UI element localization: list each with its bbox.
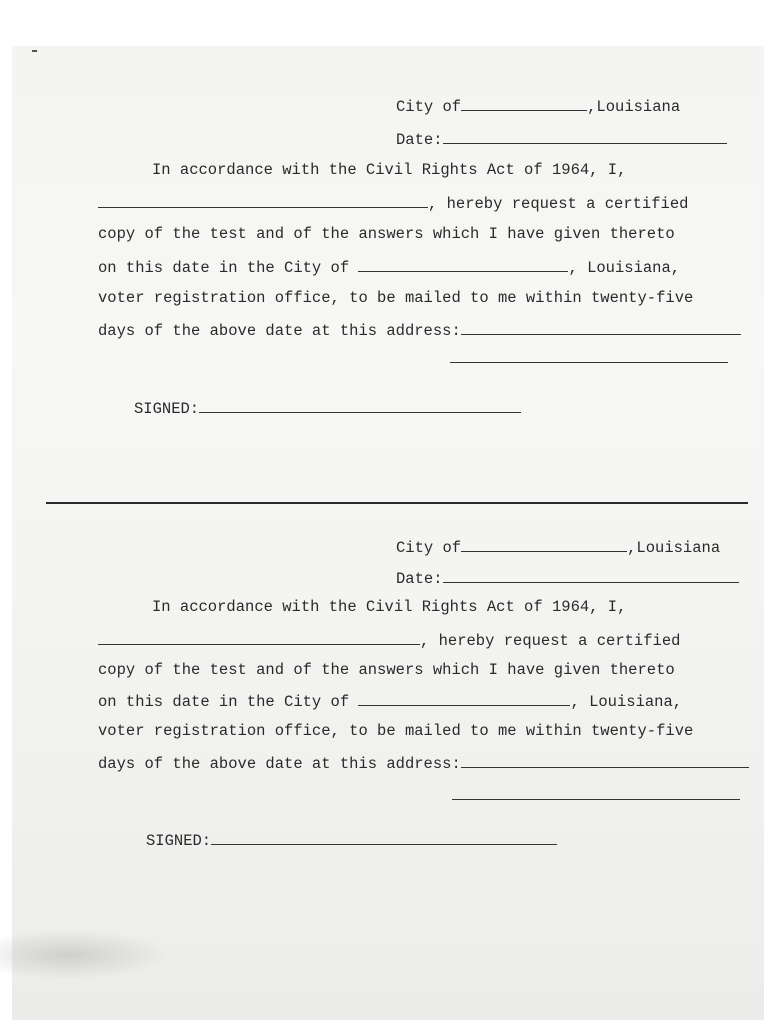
paper-stain (0, 930, 170, 980)
signature-blank[interactable] (211, 830, 557, 845)
louisiana-suffix: ,Louisiana (627, 539, 721, 557)
address-blank-1[interactable] (461, 320, 741, 335)
signed-line (146, 830, 557, 850)
signed-label: SIGNED: (146, 832, 212, 850)
address-blank-1[interactable] (461, 753, 749, 768)
city-blank[interactable] (461, 96, 587, 111)
city-of-label: City of (396, 98, 462, 116)
address-blank-2[interactable] (450, 362, 728, 363)
test-city-blank[interactable] (358, 691, 570, 706)
body-line-4 (98, 691, 682, 711)
body-line-6-text: days of the above date at this address: (98, 755, 461, 773)
body-line-2-text: , hereby request a certified (420, 632, 681, 650)
body-line-4-suffix: , Louisiana, (568, 259, 681, 277)
date-line (396, 129, 727, 149)
city-blank[interactable] (461, 537, 627, 552)
louisiana-suffix: ,Louisiana (587, 98, 681, 116)
city-line (396, 96, 680, 116)
name-blank[interactable] (98, 193, 428, 208)
date-label: Date: (396, 131, 443, 149)
body-line-1: In accordance with the Civil Rights Act of 1964, I, (152, 161, 627, 179)
body-line-2-text: , hereby request a certified (428, 195, 689, 213)
address-blank-2[interactable] (452, 799, 740, 800)
body-line-6-text: days of the above date at this address: (98, 322, 461, 340)
body-line-2 (98, 630, 680, 650)
ink-mark (32, 50, 37, 52)
signed-label: SIGNED: (134, 400, 200, 418)
test-city-blank[interactable] (358, 257, 568, 272)
signature-blank[interactable] (199, 398, 521, 413)
signed-line (134, 398, 521, 418)
date-blank[interactable] (443, 129, 727, 144)
body-line-4-suffix: , Louisiana, (570, 693, 683, 711)
cut-line-divider (46, 502, 748, 504)
body-line-3: copy of the test and of the answers which I have given thereto (98, 661, 675, 679)
body-line-3: copy of the test and of the answers which I have given thereto (98, 225, 675, 243)
body-line-6 (98, 320, 741, 340)
body-line-6 (98, 753, 749, 773)
city-of-label: City of (396, 539, 462, 557)
body-line-2 (98, 193, 688, 213)
body-line-4 (98, 257, 680, 277)
body-line-1: In accordance with the Civil Rights Act of 1964, I, (152, 598, 627, 616)
date-line (396, 568, 739, 588)
body-line-5: voter registration office, to be mailed to me within twenty-five (98, 289, 694, 307)
body-line-5: voter registration office, to be mailed to me within twenty-five (98, 722, 694, 740)
city-line (396, 537, 720, 557)
date-label: Date: (396, 570, 443, 588)
date-blank[interactable] (443, 568, 739, 583)
name-blank[interactable] (98, 630, 420, 645)
body-line-4-text: on this date in the City of (98, 693, 350, 711)
body-line-4-text: on this date in the City of (98, 259, 350, 277)
